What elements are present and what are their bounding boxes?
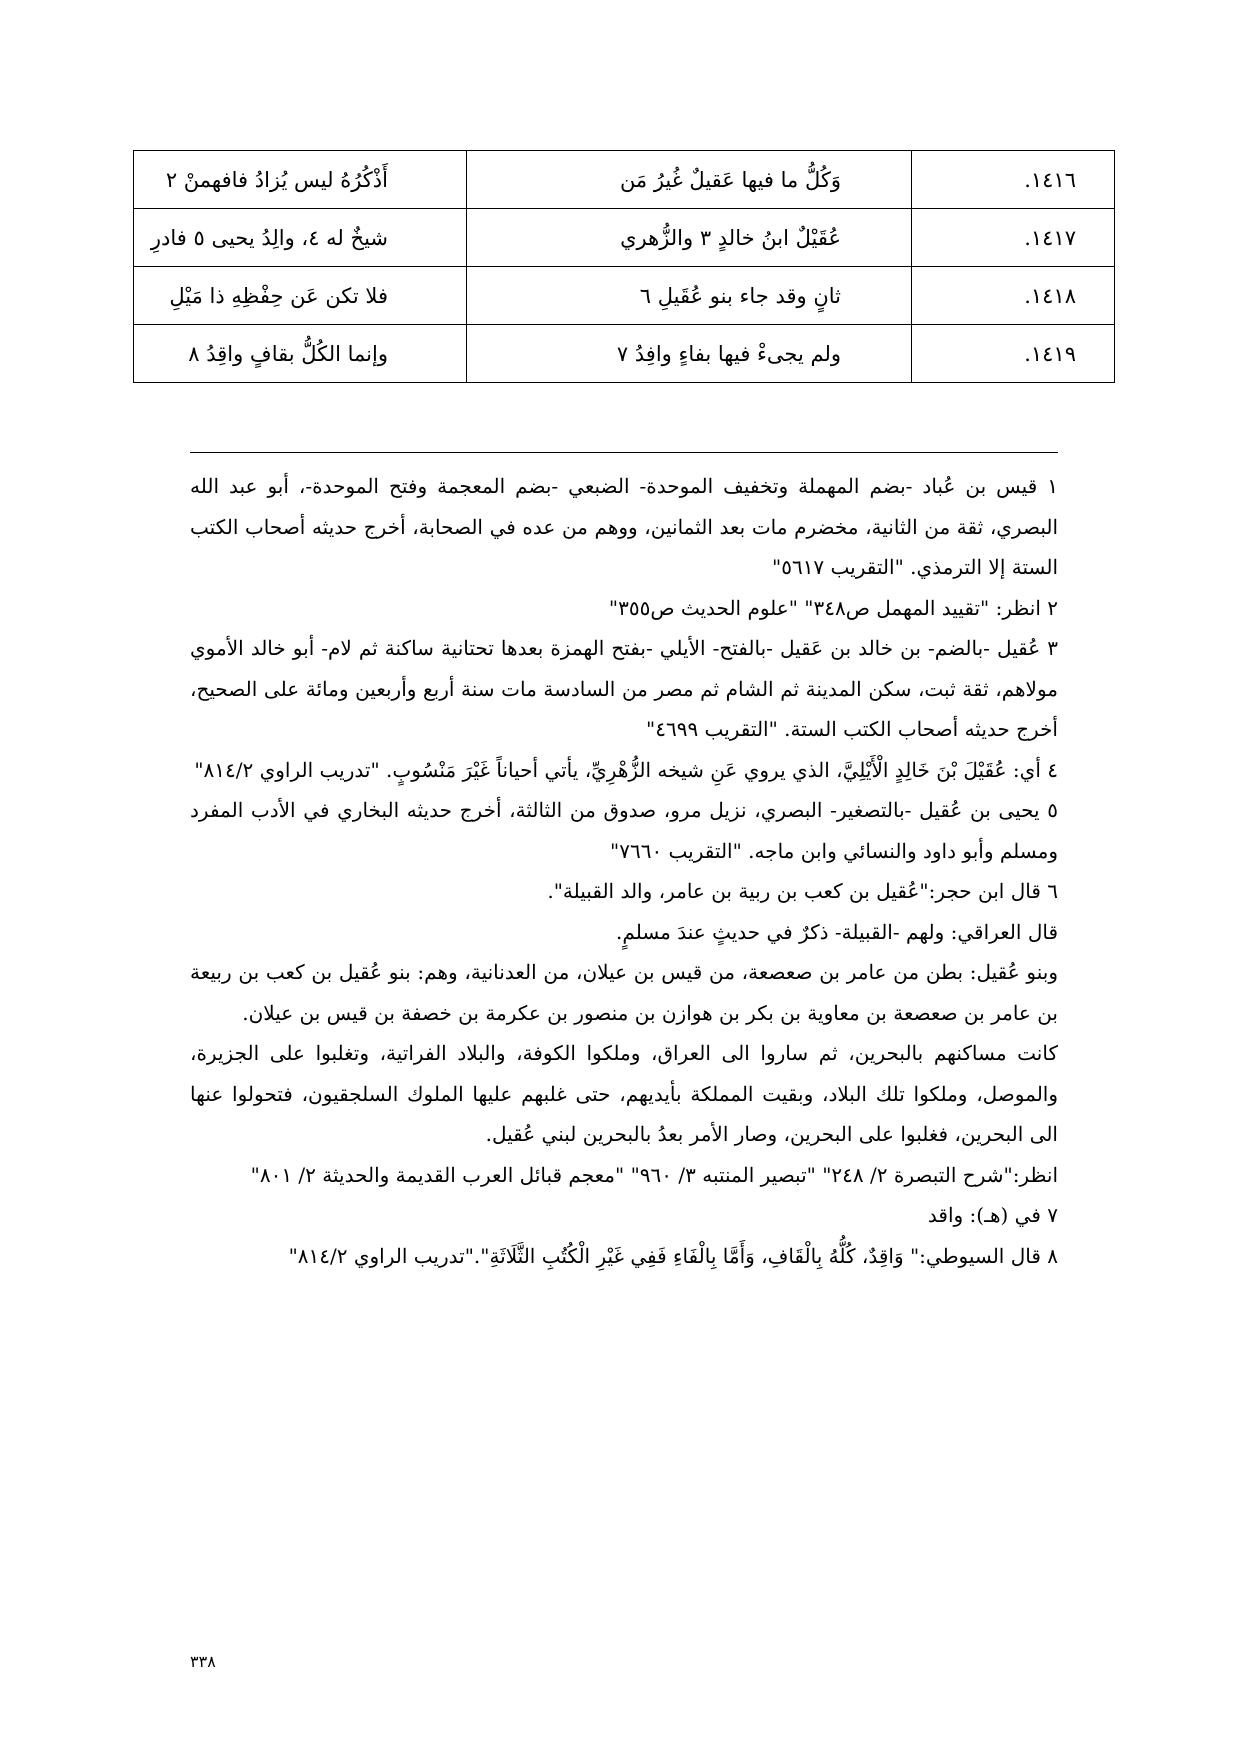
footnote-6: ٦ قال ابن حجر:"عُقيل بن كعب بن ربية بن عامر، والد القبيلة". bbox=[547, 879, 1058, 903]
footnote-6-continued: كانت مساكنهم بالبحرين، ثم ساروا الى العراق، وملكوا الكوفة، والبلاد الفراتية، وتغلبوا على الجزيرة، والموصل، وملكوا تلك البلاد، وبقيت المملكة بأيديهم، حتى غلبهم عليها الملوك السلجقيون، فتحولوا عنها الى البحرين، فغلبوا على البحرين، وصار الأمر بعدُ بالبحرين لبني عُقيل. bbox=[190, 1041, 1058, 1146]
verse-row bbox=[134, 151, 1115, 209]
footnote-6-continued: وبنو عُقيل: بطن من عامر بن صعصعة، من قيس بن عيلان، من العدنانية، وهم: بنو عُقيل بن كعب بن ربيعة بن عامر بن صعصعة بن معاوية بن بكر بن هوازن بن منصور بن عكرمة بن خصفة بن قيس بن عيلان. bbox=[190, 960, 1058, 1025]
verse-row bbox=[134, 209, 1115, 267]
verse-second-hemistich: وإنما الكُلُّ بقافٍ واقِدُ ٨ bbox=[134, 325, 467, 383]
verse-row bbox=[134, 267, 1115, 325]
footnotes bbox=[190, 466, 1058, 1276]
footnote-2: ٢ انظر: "تقييد المهمل ص٣٤٨" "علوم الحديث ص٣٥٥" bbox=[608, 595, 1058, 620]
footnote-4: ٤ أي: عُقَيْلَ بْنَ خَالِدٍ الْأَيْلِيَّ، الذي يروي عَنِ شيخه الزُّهْرِيِّ، يأتي أحياناً غَيْرَ مَنْسُوبٍ. "تدريب الراوي ٨١٤/٢" bbox=[194, 757, 1058, 782]
footnote-3: ٣ عُقيل -بالضم- بن خالد بن عَقيل -بالفتح- الأيلي -بفتح الهمزة بعدها تحتانية ساكنة ثم لام- أبو خالد الأموي مولاهم، ثقة ثبت، سكن المدينة ثم الشام ثم مصر من السادسة مات سنة أربع وأربعين ومائة على الصحيح، أخرج حديثه أصحاب الكتب الستة. "التقريب ٤٦٩٩" bbox=[190, 636, 1058, 741]
verse-number: ١٤١٧. bbox=[912, 209, 1115, 267]
footnote-separator bbox=[190, 452, 1058, 453]
page-number: ٣٣٨ bbox=[190, 1652, 216, 1671]
verse-second-hemistich: أَذْكُرُهُ ليس يُزادُ فافهمنْ ٢ bbox=[134, 151, 467, 209]
footnote-6-continued: قال العراقي: ولهم -القبيلة- ذكرٌ في حديثٍ عندَ مسلمٍ. bbox=[616, 919, 1058, 944]
verse-second-hemistich: فلا تكن عَن حِفْظِهِ ذا مَيْلِ bbox=[134, 267, 467, 325]
footnote-6-references: انظر:"شرح التبصرة ٢/ ٢٤٨" "تبصير المنتبه ٣/ ٩٦٠" "معجم قبائل العرب القديمة والحديثة ٢/ ٨٠١" bbox=[250, 1162, 1058, 1187]
verse-first-hemistich: وَكُلُّ ما فيها عَقيلٌ غُيرُ مَن bbox=[467, 151, 912, 209]
footnote-7: ٧ في (هـ): واقد bbox=[927, 1203, 1058, 1227]
footnote-8: ٨ قال السيوطي:" وَاقِدٌ، كُلُّهُ بِالْقَافِ، وَأَمَّا بِالْفَاءِ فَفِي غَيْرِ الْكُتُبِ الثَّلَاثَةِ"."تدريب الراوي ٨١٤/٢" bbox=[288, 1243, 1058, 1268]
footnote-5: ٥ يحيى بن عُقيل -بالتصغير- البصري، نزيل مرو، صدوق من الثالثة، أخرج حديثه البخاري في الأدب المفرد ومسلم وأبو داود والنسائي وابن ماجه. "التقريب ٧٦٦٠" bbox=[190, 798, 1058, 863]
verse-number: ١٤١٩. bbox=[912, 325, 1115, 383]
verse-second-hemistich: شيخٌ له ٤، والِدُ يحيى ٥ فادرِ bbox=[134, 209, 467, 267]
verse-number: ١٤١٦. bbox=[912, 151, 1115, 209]
verse-first-hemistich: ثانٍ وقد جاء بنو عُقَيلِ ٦ bbox=[467, 267, 912, 325]
verse-table bbox=[133, 150, 1115, 383]
verse-row bbox=[134, 325, 1115, 383]
footnote-1: ١ قيس بن عُباد -بضم المهملة وتخفيف الموحدة- الضبعي -بضم المعجمة وفتح الموحدة-، أبو عبد الله البصري، ثقة من الثانية، مخضرم مات بعد الثمانين، ووهم من عده في الصحابة، أخرج حديثه أصحاب الكتب الستة إلا الترمذي. "التقريب ٥٦١٧" bbox=[190, 474, 1058, 579]
verse-number: ١٤١٨. bbox=[912, 267, 1115, 325]
verse-first-hemistich: ولم يجىءْ فيها بفاءٍ وافِدُ ٧ bbox=[467, 325, 912, 383]
verse-first-hemistich: عُقَيْلٌ ابنُ خالدٍ ٣ والزُّهري bbox=[467, 209, 912, 267]
